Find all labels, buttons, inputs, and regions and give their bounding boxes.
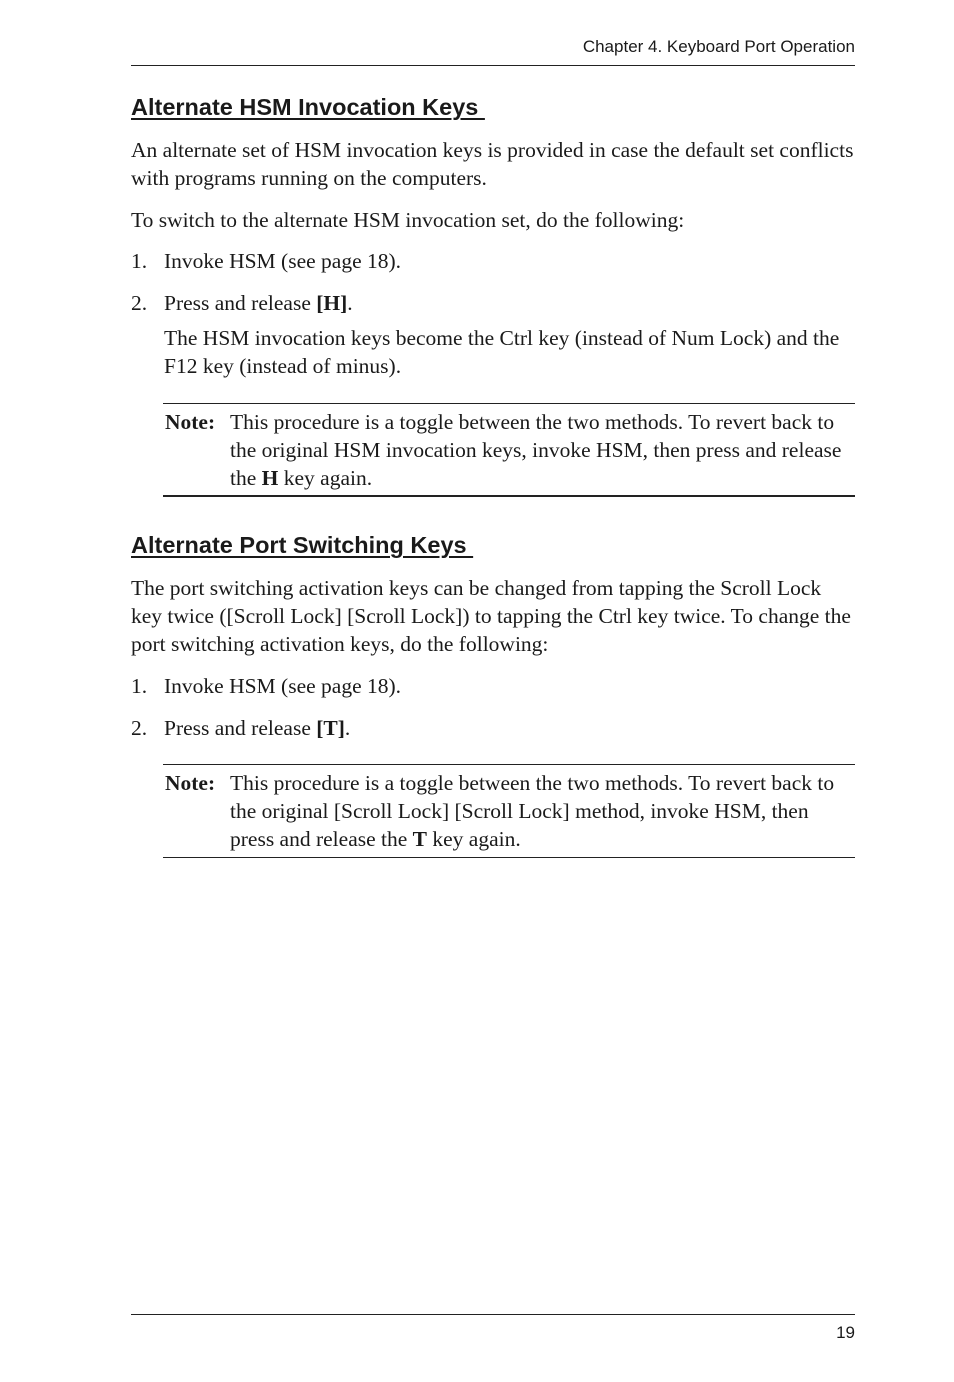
note-label: Note: [165, 771, 216, 795]
list-number: 1. [131, 674, 148, 698]
key-label: [T] [316, 716, 345, 740]
list-number: 2. [131, 716, 148, 740]
list-number: 1. [131, 249, 148, 273]
note-bottom-rule [163, 857, 855, 858]
note-text: This procedure is a toggle between the two methods. To revert back to the original HSM invocation keys, invoke HSM, then press and release the H key again. [230, 410, 842, 490]
note-text: This procedure is a toggle between the two methods. To revert back to the original [Scroll Lock] [Scroll Lock] method, invoke HSM, then press and release the T key again. [230, 771, 835, 851]
section1-lead: To switch to the alternate HSM invocation set, do the following: [131, 208, 685, 232]
chapter-title: Chapter 4. Keyboard Port Operation [582, 37, 855, 56]
section-heading-port-switching: Alternate Port Switching Keys [131, 532, 474, 558]
list-text: Press and release [T]. [164, 716, 351, 740]
note-label: Note: [165, 410, 216, 434]
note-bottom-rule [163, 495, 855, 497]
list-text: Invoke HSM (see page 18). [164, 674, 402, 698]
key-label: [H] [316, 291, 348, 315]
step-detail: The HSM invocation keys become the Ctrl key (instead of Num Lock) and the F12 key (instead of minus). [164, 326, 840, 378]
section1-intro: An alternate set of HSM invocation keys is provided in case the default set conflicts with programs running on the computers. [131, 138, 854, 190]
page-footer [131, 1314, 855, 1343]
page-number: 19 [836, 1323, 855, 1342]
note-top-rule [163, 764, 855, 765]
section-heading-hsm: Alternate HSM Invocation Keys [131, 94, 485, 120]
note-top-rule [163, 403, 855, 404]
list-text: Invoke HSM (see page 18). [164, 249, 402, 273]
running-header [131, 34, 855, 66]
list-text: Press and release [H]. [164, 291, 353, 315]
section2-intro: The port switching activation keys can be changed from tapping the Scroll Lock key twice ([Scroll Lock] [Scroll Lock]) to tapping the Ctrl key twice. To change the port switching activation keys, do the following: [131, 576, 851, 656]
list-number: 2. [131, 291, 148, 315]
